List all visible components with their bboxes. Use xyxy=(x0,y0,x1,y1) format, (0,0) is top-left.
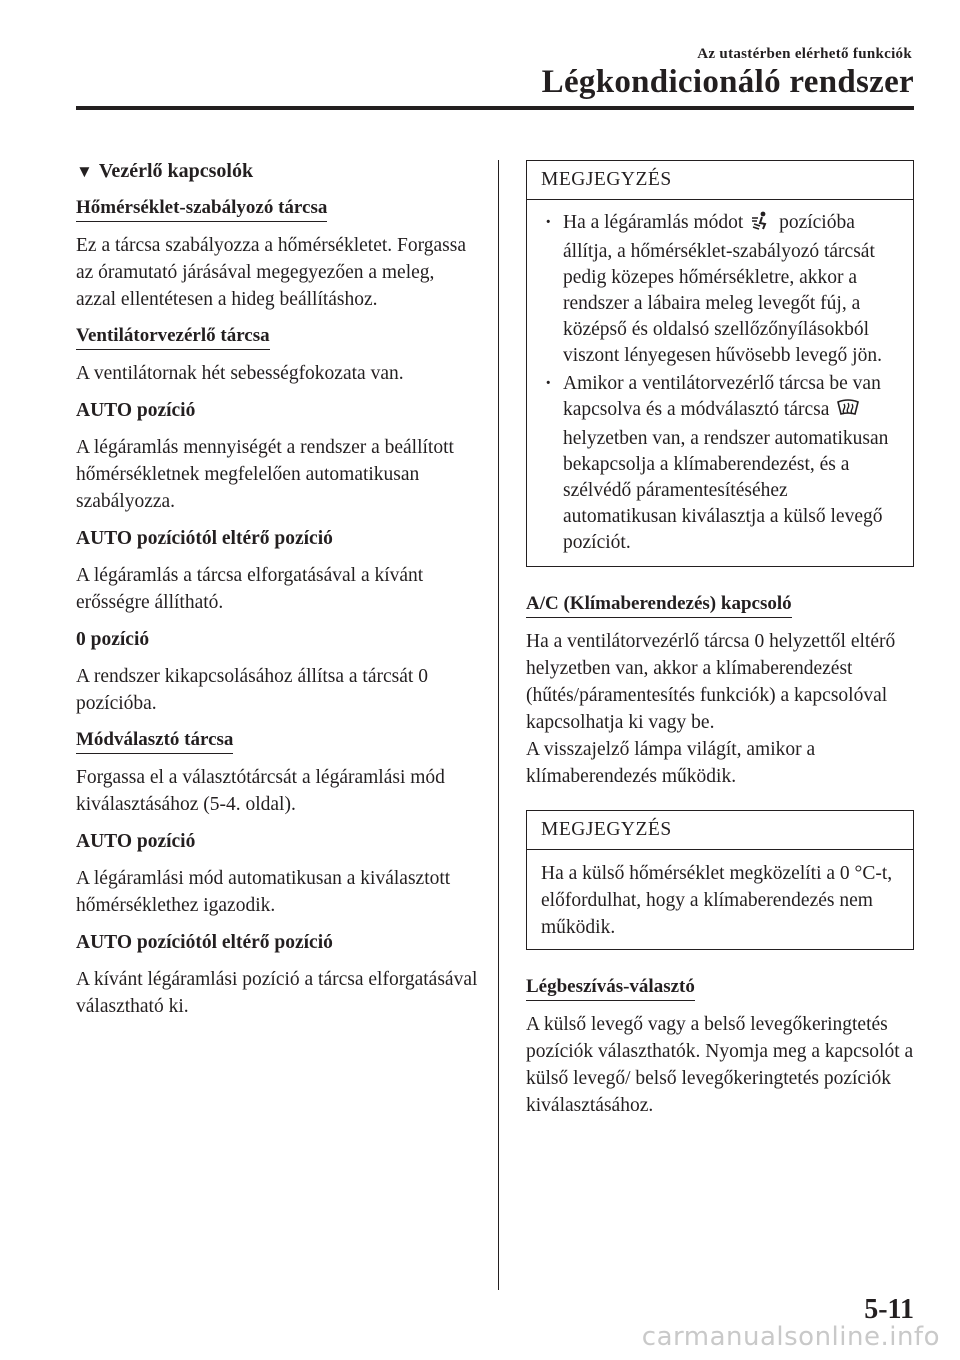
note-item-mode xyxy=(541,210,899,369)
temperature-dial-section xyxy=(76,197,478,313)
note-item-1-before: Ha a légáramlás módot xyxy=(563,212,744,233)
fan-other-text: A légáramlás a tárcsa elforgatásával a kívánt erősségre állítható. xyxy=(76,565,424,613)
watermark: carmanualsonline.info xyxy=(641,1322,940,1352)
mode-auto-label: AUTO pozíció xyxy=(76,831,196,852)
note-item-2-after: helyzetben van, a rendszer automatikusan bekapcsolja a klímaberendezést, és a szélvédő páramentesítéséhez automatikusan kiválasztja a külső levegő pozíciót. xyxy=(563,428,889,553)
note-box-1 xyxy=(526,160,914,567)
note-item-1-after: pozícióba állítja, a hőmérséklet-szabályozó tárcsát pedig közepes hőmérsékletre, akkor a rendszer a lábaira meleg levegőt fúj, a középső és oldalsó szellőzőnyílásokból viszont lényegesen hűvösebb levegő jön. xyxy=(563,212,882,366)
page-number: 5-11 xyxy=(864,1294,914,1325)
fan-dial-text: A ventilátornak hét sebességfokozata van. xyxy=(76,363,404,384)
ac-switch-heading: A/C (Klímaberendezés) kapcsoló xyxy=(526,593,792,618)
note-2-text: Ha a külső hőmérséklet megközelíti a 0 °C-t, előfordulhat, hogy a klímaberendezés nem működik. xyxy=(541,863,893,938)
note-item-defrost xyxy=(541,371,899,556)
note-list xyxy=(541,210,899,556)
mode-dial-section xyxy=(76,729,478,1020)
ac-switch-text-1: Ha a ventilátorvezérlő tárcsa 0 helyzettől eltérő helyzetben van, akkor a klímaberendezést (hűtés/páramentesítés funkciók) a kapcsolóval kapcsolhatja ki vagy be. xyxy=(526,631,896,733)
fan-dial-heading: Ventilátorvezérlő tárcsa xyxy=(76,325,270,350)
fan-other-label: AUTO pozíciótól eltérő pozíció xyxy=(76,528,333,549)
fan-zero-text: A rendszer kikapcsolásához állítsa a tárcsát 0 pozícióba. xyxy=(76,666,428,714)
right-column xyxy=(526,160,914,1131)
mode-dial-heading: Módválasztó tárcsa xyxy=(76,729,233,754)
air-intake-section xyxy=(526,976,914,1119)
mode-dial-text: Forgassa el a választótárcsát a légáramlási mód kiválasztásához (5-4. oldal). xyxy=(76,767,445,815)
air-intake-heading: Légbeszívás-választó xyxy=(526,976,695,1001)
windshield-defrost-icon xyxy=(836,398,860,426)
left-column xyxy=(76,160,478,1032)
temperature-dial-text: Ez a tárcsa szabályozza a hőmérsékletet. Forgassa az óramutató járásával megegyezően a meleg, azzal ellentétesen a hideg beállításhoz. xyxy=(76,235,466,310)
air-intake-text: A külső levegő vagy a belső levegőkeringtetés pozíciók választhatók. Nyomja meg a kapcsolót a külső levegő/ belső levegőkeringtetés pozíciók kiválasztásához. xyxy=(526,1014,914,1116)
note-title: MEGJEGYZÉS xyxy=(527,811,913,850)
note-box-2 xyxy=(526,810,914,950)
down-triangle-icon: ▼ xyxy=(76,161,93,181)
note-title: MEGJEGYZÉS xyxy=(527,161,913,200)
section-heading-text: Vezérlő kapcsolók xyxy=(98,160,254,182)
section-heading xyxy=(76,160,478,183)
ac-switch-text-2: A visszajelző lámpa világít, amikor a klímaberendezés működik. xyxy=(526,739,816,787)
fan-auto-label: AUTO pozíció xyxy=(76,400,196,421)
note-body xyxy=(527,850,913,949)
column-divider xyxy=(498,160,499,1290)
fan-dial-section xyxy=(76,325,478,717)
mode-other-label: AUTO pozíciótól eltérő pozíció xyxy=(76,932,333,953)
mode-other-text: A kívánt légáramlási pozíció a tárcsa elforgatásával választható ki. xyxy=(76,969,478,1017)
note-item-2-before: Amikor a ventilátorvezérlő tárcsa be van kapcsolva és a módválasztó tárcsa xyxy=(563,373,881,420)
fan-zero-label: 0 pozíció xyxy=(76,629,150,650)
ac-switch-section xyxy=(526,593,914,790)
fan-auto-text: A légáramlás mennyiségét a rendszer a beállított hőmérsékletnek megfelelően automatikusan szabályozza. xyxy=(76,437,454,512)
chapter-title: Légkondicionáló rendszer xyxy=(541,64,914,100)
face-and-feet-vent-icon xyxy=(750,211,772,239)
temperature-dial-heading: Hőmérséklet-szabályozó tárcsa xyxy=(76,197,327,222)
chapter-subtitle: Az utastérben elérhető funkciók xyxy=(697,46,912,62)
note-body xyxy=(527,200,913,566)
header-rule xyxy=(76,106,914,110)
mode-auto-text: A légáramlási mód automatikusan a kiválasztott hőmérséklethez igazodik. xyxy=(76,868,451,916)
